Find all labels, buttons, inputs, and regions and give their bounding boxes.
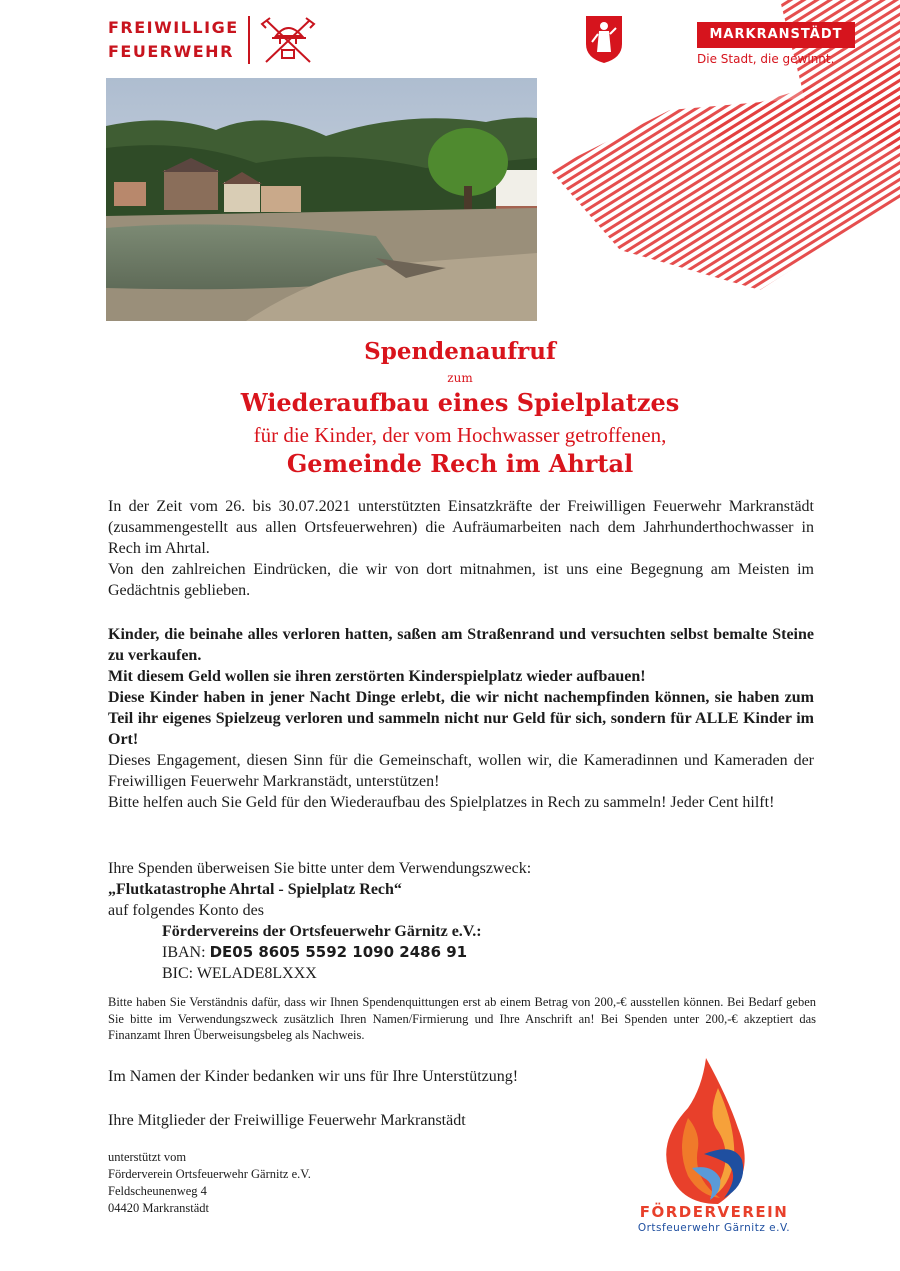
sender-address	[108, 1149, 311, 1217]
flame-icon	[658, 1058, 758, 1206]
members-line: Ihre Mitglieder der Freiwillige Feuerwehr Markranstädt	[108, 1112, 466, 1129]
donation-intro: Ihre Spenden überweisen Sie bitte unter dem Verwendungszweck:	[108, 860, 532, 877]
address-line: unterstützt vom	[108, 1150, 187, 1164]
paragraph-intro	[108, 496, 814, 601]
paragraph-text: Kinder, die beinahe alles verloren hatten, saßen am Straßenrand und versuchten selbst bemalte Steine zu verkaufen.	[108, 626, 814, 664]
heading-zum: zum	[447, 371, 473, 385]
paragraph-text: Von den zahlreichen Eindrücken, die wir von dort mitnahmen, ist uns eine Begegnung am Meisten im Gedächtnis geblieben.	[108, 561, 814, 599]
donation-purpose: „Flutkatastrophe Ahrtal - Spielplatz Rech“	[108, 881, 402, 898]
foerderverein-title: FÖRDERVEREIN	[639, 1203, 789, 1221]
fire-dept-name-line1: FREIWILLIGE	[108, 18, 239, 37]
paragraph-text: Bitte helfen auch Sie Geld für den Wiederaufbau des Spielplatzes in Rech zu sammeln! Jeder Cent hilft!	[108, 794, 775, 811]
paragraph-text: Mit diesem Geld wollen sie ihren zerstörten Kinderspielplatz wieder aufbauen!	[108, 668, 646, 685]
fire-department-logo	[108, 14, 328, 68]
city-coat-of-arms	[584, 14, 624, 64]
bic: BIC: WELADE8LXXX	[162, 965, 317, 982]
address-line: 04420 Markranstädt	[108, 1201, 210, 1215]
address-line: Förderverein Ortsfeuerwehr Gärnitz e.V.	[108, 1167, 311, 1181]
paragraph-text: Diese Kinder haben in jener Nacht Dinge erlebt, die wir nicht nachempfinden können, sie haben zum Teil ihr eigenes Spielzeug verloren und sammeln nicht nur Geld für sich, sondern für ALLE Kinder im Ort!	[108, 689, 814, 748]
paragraph-children	[108, 624, 814, 750]
account-intro: auf folgendes Konto des	[108, 902, 264, 919]
receipt-note: Bitte haben Sie Verständnis dafür, dass wir Ihnen Spendenquittungen erst ab einem Betrag von 200,-€ ausstellen können. Bei Bedarf geben Sie bitte im Verwendungszweck zusätzlich Ihren Namen/Firmierung und Ihre Anschrift an! Bei Spenden unter 200,-€ akzeptiert das Finanzamt Ihren Überweisungsbeleg als Nachweis.	[108, 995, 816, 1042]
foerderverein-subtitle: Ortsfeuerwehr Gärnitz e.V.	[637, 1222, 791, 1234]
page-title: Spendenaufruf	[364, 338, 556, 365]
helmet-axes-icon	[258, 14, 318, 66]
city-name: MARKRANSTÄDT	[697, 22, 855, 48]
fire-dept-name-line2: FEUERWEHR	[108, 42, 234, 61]
paragraph-support	[108, 750, 814, 813]
iban-value: DE05 8605 5592 1090 2486 91	[209, 943, 468, 961]
flood-photo	[106, 78, 537, 321]
paragraph-text: In der Zeit vom 26. bis 30.07.2021 unterstützten Einsatzkräfte der Freiwilligen Feuerwehr Markranstädt (zusammengestellt aus allen Ortsfeuerwehren) die Aufräumarbeiten nach dem Jahrhunderthochwasser in Rech im Ahrtal.	[108, 498, 814, 557]
logo-divider	[248, 16, 250, 64]
iban-label: IBAN:	[162, 944, 206, 961]
city-slogan: Die Stadt, die gewinnt.	[697, 52, 835, 66]
city-brand	[697, 22, 855, 74]
page-subtitle: Wiederaufbau eines Spielplatzes	[240, 388, 680, 417]
heading-line3: für die Kinder, der vom Hochwasser getroffenen,	[253, 423, 667, 447]
iban-row	[108, 942, 814, 963]
donation-details	[108, 858, 814, 984]
address-line: Feldscheunenweg 4	[108, 1184, 207, 1198]
heading-line4: Gemeinde Rech im Ahrtal	[286, 449, 634, 478]
foerderverein-logo	[614, 1058, 814, 1238]
paragraph-text: Dieses Engagement, diesen Sinn für die Gemeinschaft, wollen wir, die Kameradinnen und Kameraden der Freiwilligen Feuerwehr Markranstädt, unterstützen!	[108, 752, 814, 790]
thanks-line: Im Namen der Kinder bedanken wir uns für Ihre Unterstützung!	[108, 1068, 519, 1085]
account-holder: Fördervereins der Ortsfeuerwehr Gärnitz e.V.:	[162, 923, 482, 940]
